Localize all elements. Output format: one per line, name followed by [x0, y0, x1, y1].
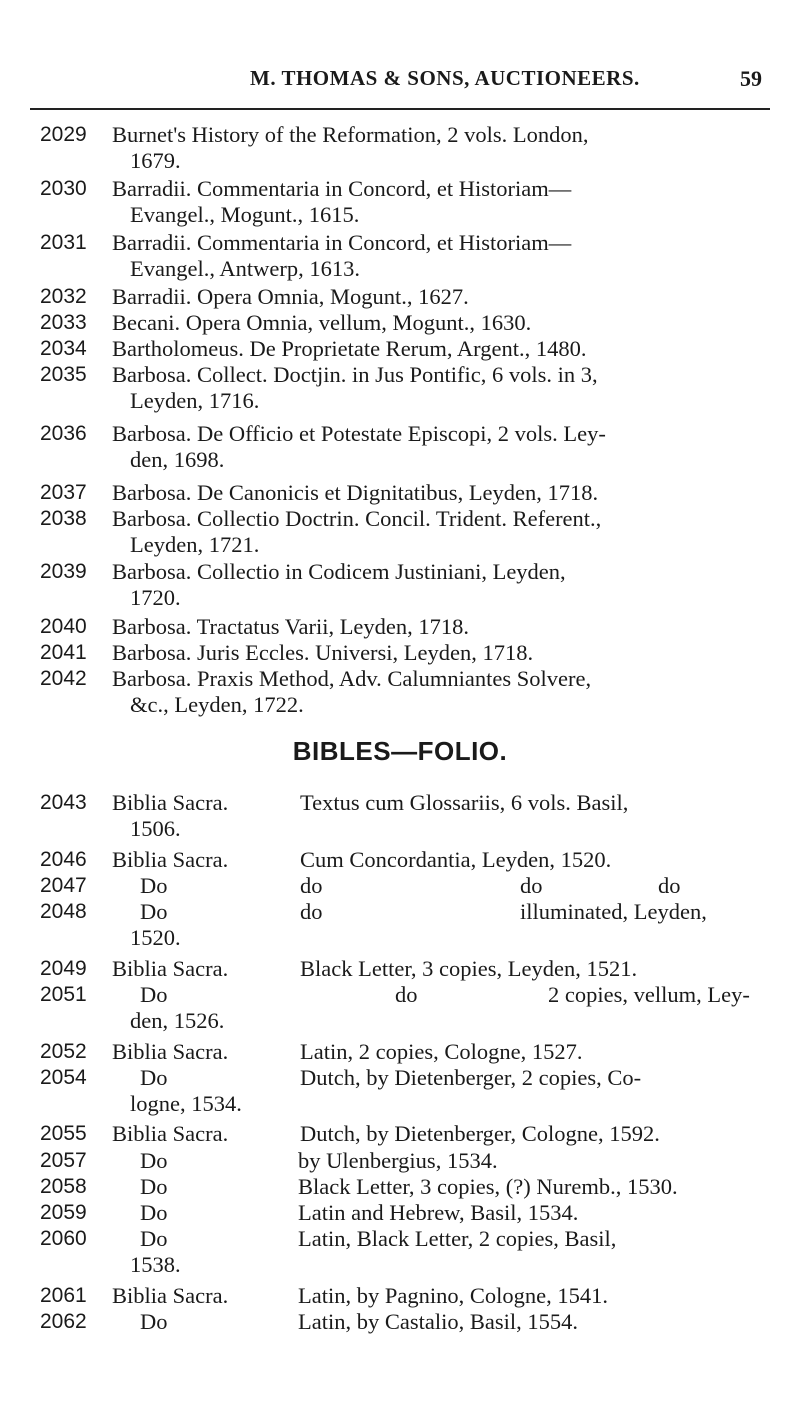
lot-number: 2041: [40, 641, 87, 664]
entry-title: Biblia Sacra.: [112, 847, 229, 872]
entry-continuation: 1506.: [130, 816, 181, 841]
lot-number: 2032: [40, 285, 87, 308]
entry-description: by Ulenbergius, 1534.: [298, 1148, 498, 1173]
lot-number: 2039: [40, 560, 87, 583]
entry-title: Do: [140, 1226, 168, 1251]
lot-number: 2057: [40, 1149, 87, 1172]
entry-continuation: logne, 1534.: [130, 1091, 242, 1116]
lot-number: 2049: [40, 957, 87, 980]
entry-text: Bartholomeus. De Proprietate Rerum, Argent., 1480.: [112, 336, 587, 361]
running-head: M. THOMAS & SONS, AUCTIONEERS.: [250, 66, 640, 90]
lot-number: 2035: [40, 363, 87, 386]
entry-text: Barbosa. Praxis Method, Adv. Calumniantes Solvere,: [112, 666, 592, 691]
entry-description: Black Letter, 3 copies, Leyden, 1521.: [300, 956, 638, 981]
ditto-mark: do: [300, 873, 323, 898]
lot-number: 2052: [40, 1040, 87, 1063]
section-heading: BIBLES—FOLIO.: [292, 736, 508, 766]
lot-number: 2048: [40, 900, 87, 923]
lot-number: 2060: [40, 1227, 87, 1250]
entry-title: Do: [140, 1200, 168, 1225]
lot-number: 2037: [40, 481, 87, 504]
entry-continuation: 1720.: [130, 585, 181, 610]
entry-title: Do: [140, 1065, 168, 1090]
entry-continuation: den, 1526.: [130, 1008, 225, 1033]
ditto-mark: do: [395, 982, 418, 1007]
lot-number: 2034: [40, 337, 87, 360]
entry-text: Barbosa. De Officio et Potestate Episcopi, 2 vols. Ley-: [112, 421, 606, 446]
page-number: 59: [740, 66, 762, 91]
entry-description: Latin and Hebrew, Basil, 1534.: [298, 1200, 579, 1225]
lot-number: 2042: [40, 667, 87, 690]
entry-text: Barradii. Commentaria in Concord, et Historiam—: [112, 176, 572, 201]
lot-number: 2061: [40, 1284, 87, 1307]
entry-title: Biblia Sacra.: [112, 1121, 229, 1146]
ditto-mark: do: [300, 899, 323, 924]
entry-continuation: Leyden, 1721.: [130, 532, 260, 557]
entry-description: Latin, by Pagnino, Cologne, 1541.: [298, 1283, 608, 1308]
lot-number: 2031: [40, 231, 87, 254]
entry-description: Cum Concordantia, Leyden, 1520.: [300, 847, 612, 872]
entry-text: Barradii. Opera Omnia, Mogunt., 1627.: [112, 284, 469, 309]
entry-continuation: Evangel., Antwerp, 1613.: [130, 256, 360, 281]
entry-title: Biblia Sacra.: [112, 956, 229, 981]
lot-number: 2043: [40, 791, 87, 814]
lot-number: 2051: [40, 983, 87, 1006]
lot-number: 2059: [40, 1201, 87, 1224]
entry-continuation: Evangel., Mogunt., 1615.: [130, 202, 360, 227]
lot-number: 2033: [40, 311, 87, 334]
entry-description: Black Letter, 3 copies, (?) Nuremb., 1530.: [298, 1174, 678, 1199]
entry-text: Barbosa. Collectio in Codicem Justiniani, Leyden,: [112, 559, 566, 584]
lot-number: 2038: [40, 507, 87, 530]
entry-title: Biblia Sacra.: [112, 790, 229, 815]
entry-text: Barbosa. Collect. Doctjin. in Jus Pontific, 6 vols. in 3,: [112, 362, 598, 387]
entry-text: Barbosa. De Canonicis et Dignitatibus, Leyden, 1718.: [112, 480, 599, 505]
entry-title: Do: [140, 982, 168, 1007]
lot-number: 2040: [40, 615, 87, 638]
entry-continuation: den, 1698.: [130, 447, 225, 472]
entry-description: Textus cum Glossariis, 6 vols. Basil,: [300, 790, 629, 815]
entry-title: Do: [140, 1148, 168, 1173]
lot-number: 2046: [40, 848, 87, 871]
entry-description: illuminated, Leyden,: [520, 899, 707, 924]
entry-title: Do: [140, 899, 168, 924]
lot-number: 2062: [40, 1310, 87, 1333]
entry-text: Burnet's History of the Reformation, 2 vols. London,: [112, 122, 589, 147]
lot-number: 2030: [40, 177, 87, 200]
lot-number: 2054: [40, 1066, 87, 1089]
entry-text: Barbosa. Tractatus Varii, Leyden, 1718.: [112, 614, 470, 639]
entry-title: Do: [140, 1174, 168, 1199]
entry-description: Dutch, by Dietenberger, 2 copies, Co-: [300, 1065, 642, 1090]
entry-description: Latin, 2 copies, Cologne, 1527.: [300, 1039, 583, 1064]
ditto-mark: do: [658, 873, 681, 898]
lot-number: 2047: [40, 874, 87, 897]
entry-description: Latin, by Castalio, Basil, 1554.: [298, 1309, 578, 1334]
lot-number: 2058: [40, 1175, 87, 1198]
entry-title: Do: [140, 873, 168, 898]
entry-title: Biblia Sacra.: [112, 1039, 229, 1064]
entry-description: Latin, Black Letter, 2 copies, Basil,: [298, 1226, 617, 1251]
entry-text: Becani. Opera Omnia, vellum, Mogunt., 1630.: [112, 310, 532, 335]
entry-title: Do: [140, 1309, 168, 1334]
lot-number: 2036: [40, 422, 87, 445]
page-header: [30, 0, 770, 110]
entry-continuation: Leyden, 1716.: [130, 388, 260, 413]
entry-title: Biblia Sacra.: [112, 1283, 229, 1308]
lot-number: 2055: [40, 1122, 87, 1145]
entry-continuation: 1520.: [130, 925, 181, 950]
entry-text: Barbosa. Collectio Doctrin. Concil. Trident. Referent.,: [112, 506, 602, 531]
entry-text: Barbosa. Juris Eccles. Universi, Leyden, 1718.: [112, 640, 534, 665]
entry-description: Dutch, by Dietenberger, Cologne, 1592.: [300, 1121, 660, 1146]
entry-continuation: &c., Leyden, 1722.: [130, 692, 304, 717]
entry-continuation: 1679.: [130, 148, 181, 173]
lot-number: 2029: [40, 123, 87, 146]
entry-continuation: 1538.: [130, 1252, 181, 1277]
entry-description: 2 copies, vellum, Ley-: [548, 982, 750, 1007]
entry-text: Barradii. Commentaria in Concord, et Historiam—: [112, 230, 572, 255]
ditto-mark: do: [520, 873, 543, 898]
